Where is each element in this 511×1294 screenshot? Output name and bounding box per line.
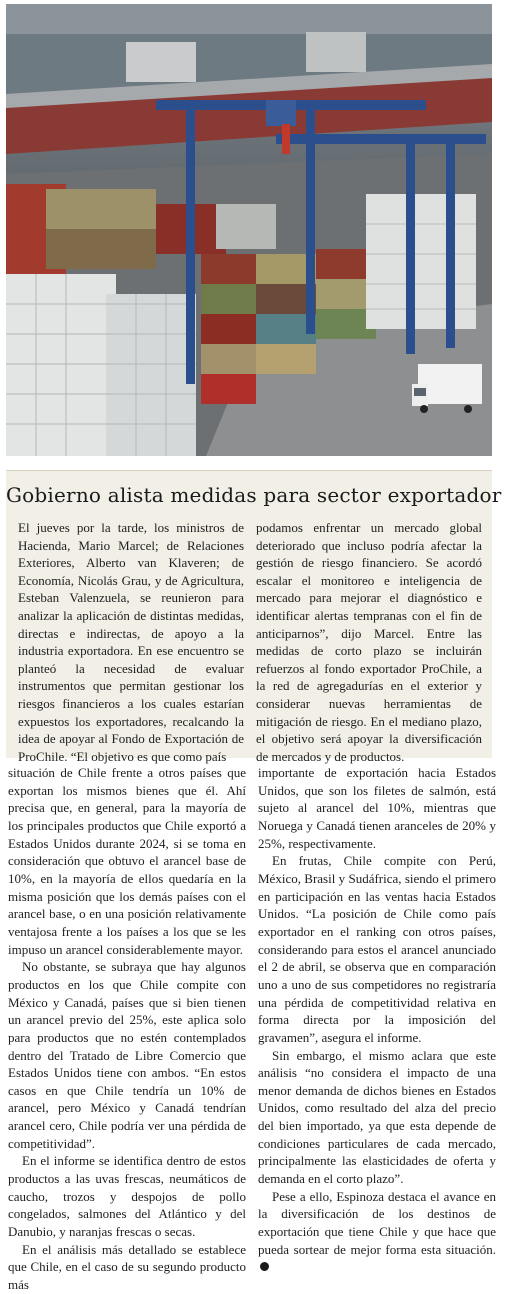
article-paragraph: En frutas, Chile compite con Perú, México, Brasil y Sudáfrica, siendo el primero en participación en las ventas hacia Estados Unidos. “La posición de Chile como país exportador en el ranking con otros países, considerando para estos el arancel anunciado el 2 de abril, se observa que en comparación uno a uno de sus competidores no registraría una pérdida de competitividad relativa en forma directa por la imposición del gravamen”, asegura el informe.	[258, 853, 496, 1045]
article-paragraph-text: Pese a ello, Espinoza destaca el avance en la diversificación de los destinos de exportación que tiene Chile y que hace que pueda sortear de mejor forma esta situación.	[258, 1188, 496, 1257]
article-paragraph	[258, 1188, 496, 1276]
box-title: Gobierno alista medidas para sector exportador	[6, 483, 502, 507]
end-of-article-icon	[260, 1262, 269, 1271]
article-paragraph: importante de exportación hacia Estados Unidos, que son los filetes de salmón, está sujeto al arancel del 10%, mientras que Noruega y Canadá tienen aranceles de 20% y 25%, respectivamente.	[258, 765, 496, 851]
box-column-right	[256, 519, 482, 765]
article-column-left	[8, 764, 246, 1294]
article-paragraph: En el informe se identifica dentro de estos productos a las uvas frescas, neumáticos de caucho, trozos y despojos de pollo congelados, salmones del Atlántico y del Danubio, y naranjas frescas o secas.	[8, 1153, 246, 1240]
box-column-left	[18, 519, 244, 765]
article-paragraph: No obstante, se subraya que hay algunos productos en los que Chile compite con México y Canadá, países que si bien tienen un arancel previo del 25%, este aplica solo para productos que no estén contemplados dentro del Tratado de Libre Comercio que Estados Unidos tiene con ambos. “En estos casos en que Chile tendría un 10% de arancel, pero México y Canadá tendrían arancel cero, Chile podría ver una pérdida de competitividad”.	[8, 959, 246, 1151]
box-paragraph: podamos enfrentar un mercado global deteriorado que incluso podría afectar la gestión de riesgo financiero. Se acordó escalar el monitoreo e inteligencia de mercado para mejorar el diagnóstico e identificar alertas tempranas con el fin de anticiparnos”, dijo Marcel. Entre las medidas de corto plazo se incluirán refuerzos al fondo exportador ProChile, a la red de agregadurías en el exterior y considerar nuevas herramientas de mitigación de riesgo. En el mediano plazo, el objetivo será apoyar la diversificación de mercados y de productos.	[256, 520, 482, 764]
article-paragraph: situación de Chile frente a otros países que exportan los mismos bienes que él. Ahí precisa que, en general, para la mayoría de los principales productos que Chile exportó a Estados Unidos durante 2024, si se toma en consideración que obtuvo el arancel base de 10%, en la mayoría de ellos quedaría en la misma posición que los demás países con el arancel base, o en una posición relativamente ventajosa frente a los países a los que se les impuso un arancel considerablemente mayor.	[8, 765, 246, 957]
article-paragraph: En el análisis más detallado se establece que Chile, en el caso de su segundo producto más	[8, 1241, 246, 1293]
port-illustration	[6, 4, 492, 456]
article-paragraph: Sin embargo, el mismo aclara que este análisis “no considera el impacto de una menor demanda de dichos bienes en Estados Unidos, como resultado del alza del precio del bien importado, ya que esta depende de condiciones particulares de cada mercado, principalmente las elasticidades de oferta y demanda en el corto plazo”.	[258, 1047, 496, 1187]
sidebar-box	[6, 470, 502, 764]
article-column-right	[258, 764, 496, 1276]
port-photo	[6, 4, 492, 456]
box-paragraph: El jueves por la tarde, los ministros de Hacienda, Mario Marcel; de Relaciones Exteriores, Alberto van Klaveren; de Economía, Nicolás Grau, y de Agricultura, Esteban Valenzuela, se reunieron para analizar la aplicación de distintas medidas, directas e indirectas, de apoyo a la industria exportadora. En ese encuentro se planteó la necesidad de evaluar instrumentos que permitan gestionar los riesgos financieros a los cuales estarían expuestos los exportadores, recalcando la idea de apoyar al Fondo de Exportación de ProChile. “El objetivo es que como país	[18, 520, 244, 764]
